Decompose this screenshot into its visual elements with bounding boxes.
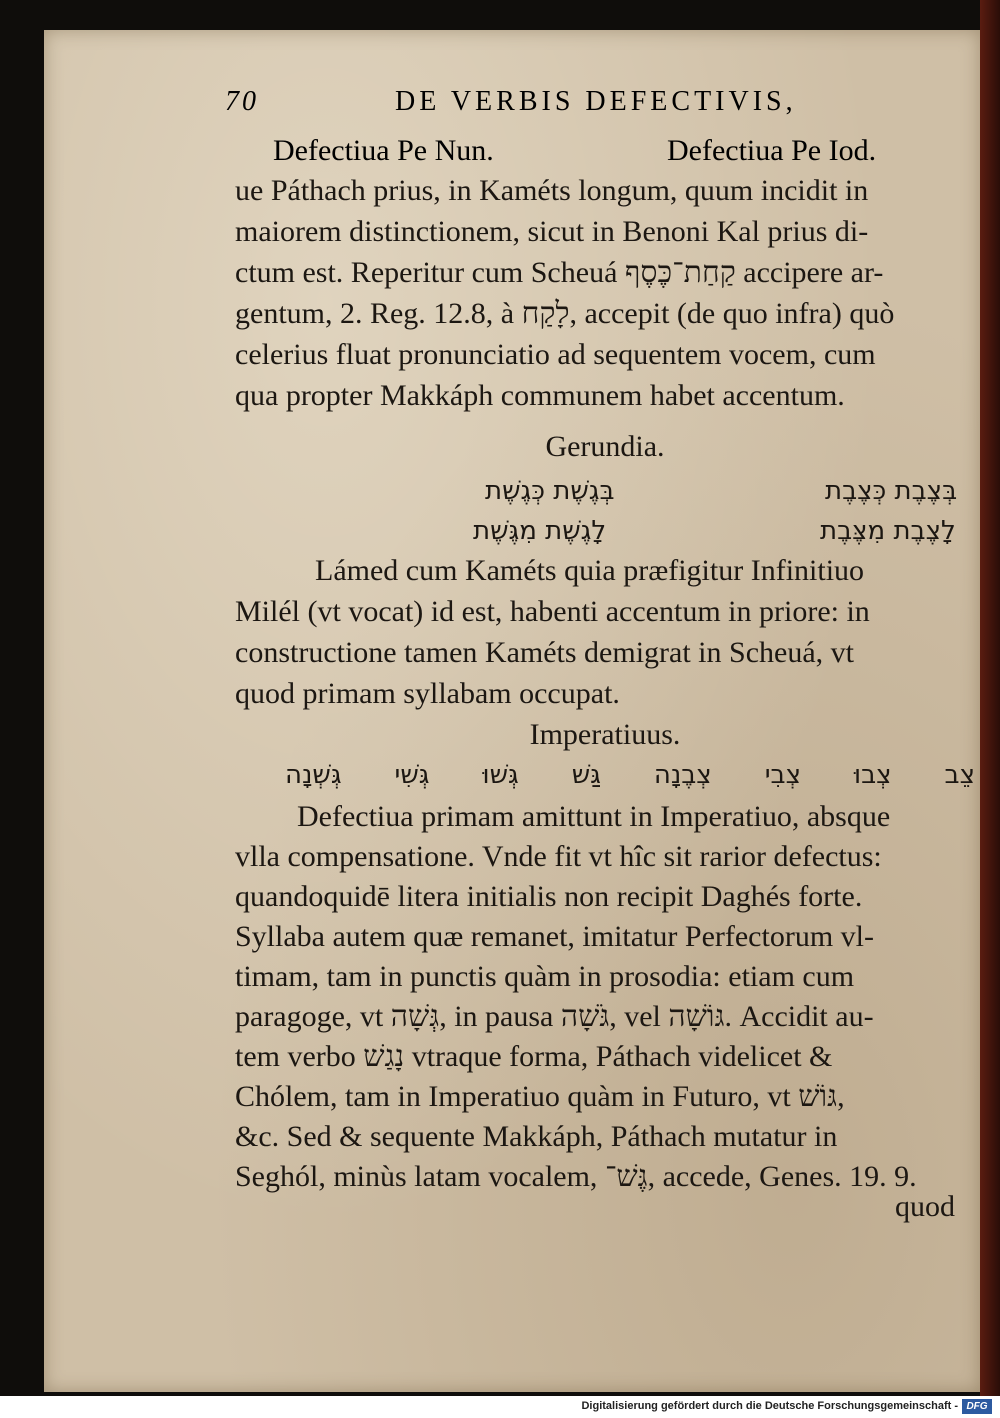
digitization-footer [0, 1396, 1000, 1418]
text-line: ue Páthach prius, in Kaméts longum, quum incidit in [235, 174, 869, 207]
text-line: timam, tam in punctis quàm in prosodia: etiam cum [235, 960, 855, 993]
text-line: gentum, 2. Reg. 12.8, à לָקַח, accepit (de quo infra) quò [235, 297, 895, 330]
text-line: tem verbo נָגַשׁ vtraque forma, Páthach videlicet & [235, 1040, 833, 1073]
page-header [225, 86, 975, 122]
catchword: quod [895, 1190, 955, 1223]
text-line: quandoquidē litera initialis non recipit Daghés forte. [235, 880, 863, 913]
running-head: DE VERBIS DEFECTIVIS, [395, 86, 797, 117]
text-line: Seghól, minùs latam vocalem, גֶּשׁ־, accede, Genes. 19. 9. [235, 1160, 917, 1193]
column-heads [235, 134, 975, 172]
footer-credit: Digitalisierung gefördert durch die Deutsche Forschungsgemeinschaft - [581, 1400, 958, 1412]
text-line: quod primam syllabam occupat. [235, 677, 620, 710]
gerundia-row2-left: לָגֶשֶׁת מִגֶּשֶׁת [473, 516, 607, 546]
text-line: ctum est. Reperitur cum Scheuá קַחַת־כֶּסֶף accipere ar- [235, 256, 884, 289]
imperatiuus-heading: Imperatiuus. [529, 718, 681, 751]
text-line: Syllaba autem quæ remanet, imitatur Perfectorum vl- [235, 920, 874, 953]
gerundia-row2-right: לָצֶבֶת מִצֶּבֶת [820, 516, 956, 546]
text-line: constructione tamen Kaméts demigrat in Scheuá, vt [235, 636, 854, 669]
text-line: Defectiua primam amittunt in Imperatiuo, absque [297, 800, 891, 833]
text-line: maiorem distinctionem, sicut in Benoni Kal prius di- [235, 215, 869, 248]
text-line: Chólem, tam in Imperatiuo quàm in Futuro, vt גּוֹשׁ, [235, 1080, 845, 1113]
column-head-right: Defectiua Pe Iod. [667, 134, 877, 167]
text-line: qua propter Makkáph communem habet accentum. [235, 379, 845, 412]
column-head-left: Defectiua Pe Nun. [273, 134, 494, 167]
text-line: Milél (vt vocat) id est, habenti accentum in priore: in [235, 595, 870, 628]
gerundia-heading: Gerundia. [545, 430, 665, 463]
gerundia-row1-left: בְּגֶשֶׁת כְּגֶשֶׁת [485, 476, 615, 506]
text-line: paragoge, vt גְּשָׁה, in pausa גֹּשָׁה, vel גּוֹשָׁה. Accidit au- [235, 1000, 874, 1033]
text-line: celerius fluat pronunciatio ad sequentem vocem, cum [235, 338, 876, 371]
text-line: &c. Sed & sequente Makkáph, Páthach mutatur in [235, 1120, 838, 1153]
page-number: 70 [225, 86, 259, 117]
text-line: Lámed cum Kaméts quia præfigitur Infinitiuo [315, 554, 865, 587]
gerundia-section [235, 430, 975, 550]
dfg-logo-icon: DFG [962, 1399, 992, 1414]
gerundia-row1-right: בְּצֶבֶת כְּצֶבֶת [825, 476, 958, 506]
imperatiuus-hebrew-row: צֵב צְבוּ צְבִי צְבֶנָה גַּשׁ גְּשׁוּ גְּשִׁי גְּשְׁנָה [285, 760, 975, 790]
imperatiuus-section [235, 718, 975, 798]
text-line: vlla compensatione. Vnde fit vt hîc sit rarior defectus: [235, 840, 882, 873]
binding-edge [980, 0, 1000, 1396]
